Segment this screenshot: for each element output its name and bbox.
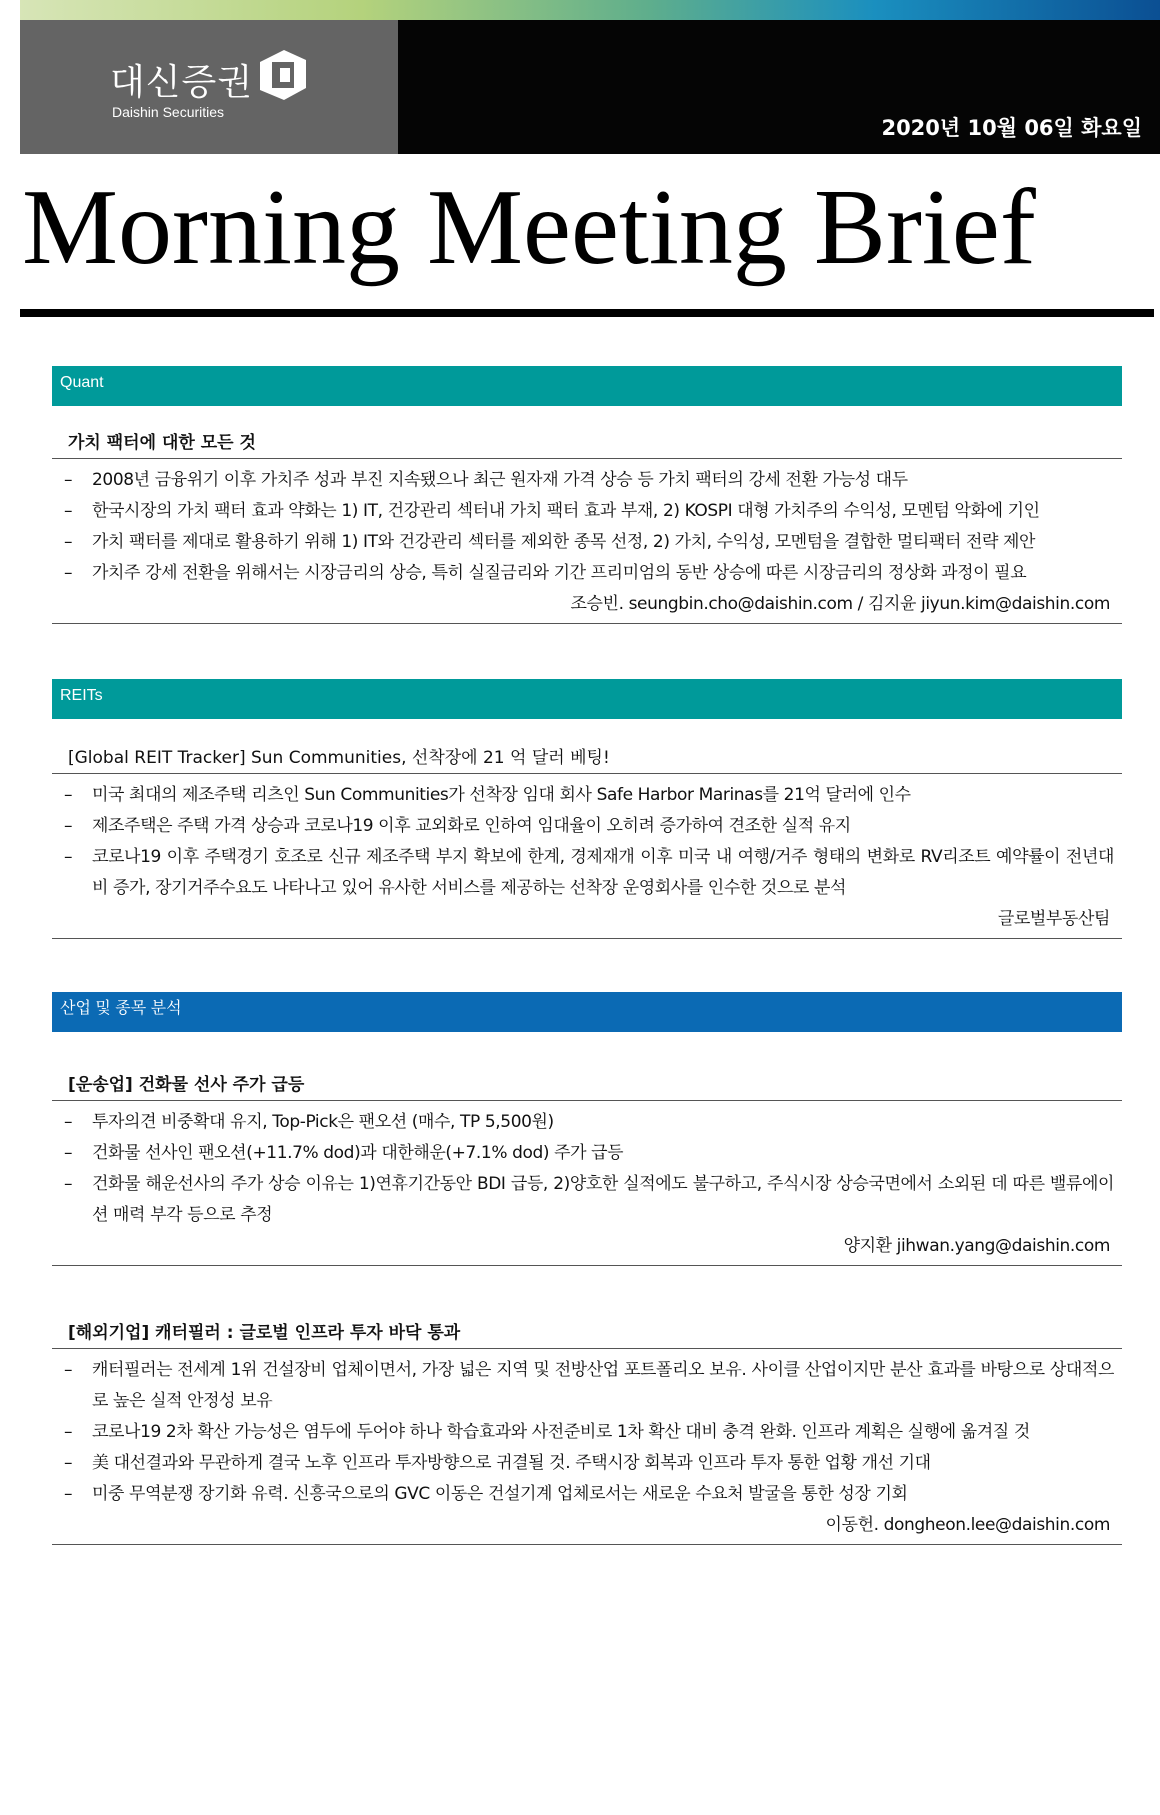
list-item: – 미국 최대의 제조주택 리츠인 Sun Communities가 선착장 임대 회사 Safe Harbor Marinas를 21억 달러에 인수 — [64, 785, 911, 805]
logo-panel — [20, 20, 398, 154]
section-bar-reits — [52, 679, 1122, 719]
topic-title: [Global REIT Tracker] Sun Communities, 선착장에 21 억 달러 베팅! — [52, 743, 1122, 774]
author-byline: 글로벌부동산팀 — [52, 904, 1122, 939]
list-item: – 가치 팩터를 제대로 활용하기 위해 1) IT와 건강관리 섹터를 제외한 종목 선정, 2) 가치, 수익성, 모멘텀을 결합한 멀티팩터 전략 제안 — [64, 532, 1036, 552]
list-item: – 美 대선결과와 무관하게 결국 노후 인프라 투자방향으로 귀결될 것. 주택시장 회복과 인프라 투자 통한 업황 개선 기대 — [64, 1453, 931, 1473]
topic-title: [운송업] 건화물 선사 주가 급등 — [52, 1070, 1122, 1101]
list-item: – 한국시장의 가치 팩터 효과 약화는 1) IT, 건강관리 섹터내 가치 팩터 효과 부재, 2) KOSPI 대형 가치주의 수익성, 모멘텀 악화에 기인 — [64, 501, 1040, 521]
list-item: – 미중 무역분쟁 장기화 유력. 신흥국으로의 GVC 이동은 건설기계 업체로서는 새로운 수요처 발굴을 통한 성장 기회 — [64, 1484, 908, 1504]
title-divider — [20, 309, 1154, 317]
list-item: – 2008년 금융위기 이후 가치주 성과 부진 지속됐으나 최근 원자재 가격 상승 등 가치 팩터의 강세 전환 가능성 대두 — [64, 470, 908, 490]
topic-caterpillar — [52, 1318, 1122, 1545]
daishin-logo-icon — [256, 48, 310, 102]
list-item: – 투자의견 비중확대 유지, Top-Pick은 팬오션 (매수, TP 5,500원) — [64, 1112, 554, 1132]
topic-shipping — [52, 1070, 1122, 1266]
list-item: – 캐터필러는 전세계 1위 건설장비 업체이면서, 가장 넓은 지역 및 전방산업 포트폴리오 보유. 사이클 산업이지만 분산 효과를 바탕으로 상대적으로 높은 실적 안정성 보유 — [64, 1360, 1114, 1411]
topic-title: 가치 팩터에 대한 모든 것 — [52, 428, 1122, 459]
logo-korean: 대신증권 — [110, 62, 254, 103]
topic-value-factor — [52, 428, 1122, 624]
list-item: – 제조주택은 주택 가격 상승과 코로나19 이후 교외화로 인하여 임대율이 오히려 증가하여 견조한 실적 유지 — [64, 816, 851, 836]
list-item: – 코로나19 2차 확산 가능성은 염두에 두어야 하나 학습효과와 사전준비로 1차 확산 대비 충격 완화. 인프라 계획은 실행에 옮겨질 것 — [64, 1422, 1030, 1442]
section-bar-quant — [52, 366, 1122, 406]
topic-title: [해외기업] 캐터필러 : 글로벌 인프라 투자 바닥 통과 — [52, 1318, 1122, 1349]
date-panel — [398, 20, 1160, 154]
publication-date: 2020년 10월 06일 화요일 — [881, 116, 1142, 140]
section-bar-industry — [52, 992, 1122, 1032]
bullet-list — [52, 465, 1122, 589]
section-label: Quant — [60, 374, 104, 391]
bullet-list — [52, 1107, 1122, 1231]
list-item: – 건화물 해운선사의 주가 상승 이유는 1)연휴기간동안 BDI 급등, 2)양호한 실적에도 불구하고, 주식시장 상승국면에서 소외된 데 따른 밸류에이션 매력 부각 등으로 추정 — [64, 1174, 1114, 1225]
bullet-list — [52, 780, 1122, 904]
header-gradient-stripe — [20, 0, 1160, 20]
bullet-list — [52, 1355, 1122, 1510]
topic-sun-communities — [52, 743, 1122, 939]
author-byline: 양지환 jihwan.yang@daishin.com — [52, 1231, 1122, 1266]
section-label: REITs — [60, 687, 103, 704]
list-item: – 가치주 강세 전환을 위해서는 시장금리의 상승, 특히 실질금리와 기간 프리미엄의 동반 상승에 따른 시장금리의 정상화 과정이 필요 — [64, 563, 1027, 583]
logo-english: Daishin Securities — [112, 104, 225, 120]
section-label: 산업 및 종목 분석 — [60, 1000, 182, 1017]
author-byline: 이동헌. dongheon.lee@daishin.com — [52, 1510, 1122, 1545]
list-item: – 코로나19 이후 주택경기 호조로 신규 제조주택 부지 확보에 한계, 경제재개 이후 미국 내 여행/거주 형태의 변화로 RV리조트 예약률이 전년대비 증가, 장기거주수요도 나타나고 있어 유사한 서비스를 제공하는 선착장 운영회사를 인수한 것으로 분석 — [64, 847, 1114, 898]
list-item: – 건화물 선사인 팬오션(+11.7% dod)과 대한해운(+7.1% dod) 주가 급등 — [64, 1143, 624, 1163]
page-title: Morning Meeting Brief — [22, 168, 1036, 287]
author-byline: 조승빈. seungbin.cho@daishin.com / 김지윤 jiyun.kim@daishin.com — [52, 589, 1122, 624]
